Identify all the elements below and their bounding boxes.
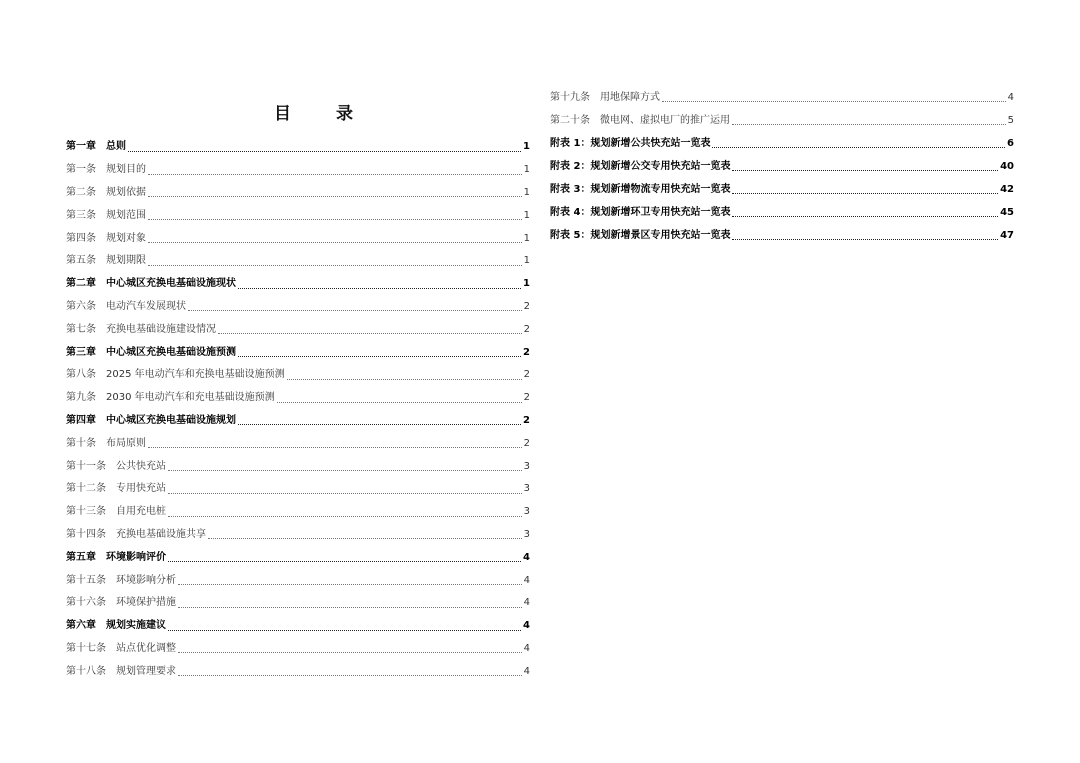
toc-entry-page-number: 4: [523, 597, 530, 609]
toc-entry-label: 第三条 规划范围: [66, 209, 146, 221]
toc-entry-page-number: 2: [523, 300, 530, 312]
toc-entry-page-number: 2: [523, 369, 530, 381]
toc-title: 目 录: [274, 104, 367, 124]
dot-leader: [148, 264, 522, 266]
dot-leader: [128, 150, 521, 152]
dot-leader: [732, 169, 998, 171]
dot-leader: [712, 146, 1005, 148]
toc-entry-label: 第十六条 环境保护措施: [66, 597, 176, 609]
toc-section-entry[interactable]: [66, 546, 530, 569]
toc-entry-page-number: 47: [1000, 229, 1014, 241]
toc-section-entry[interactable]: [66, 615, 530, 638]
toc-entry[interactable]: [66, 501, 530, 524]
toc-entry[interactable]: [66, 182, 530, 205]
toc-entry-label: 第八条 2025 年电动汽车和充换电基础设施预测: [66, 369, 285, 381]
toc-entry-page-number: 40: [1000, 160, 1014, 172]
toc-entry[interactable]: [66, 159, 530, 182]
toc-entry-label: 第三章 中心城区充换电基础设施预测: [66, 346, 236, 358]
toc-entry-label: 第十二条 专用快充站: [66, 483, 166, 495]
toc-entry-label: 第二十条 微电网、虚拟电厂的推广运用: [550, 114, 730, 126]
toc-entry-page-number: 42: [1000, 183, 1014, 195]
toc-entry-page-number: 3: [523, 506, 530, 518]
dot-leader: [168, 469, 522, 471]
toc-entry-page-number: 5: [1007, 114, 1014, 126]
toc-entry[interactable]: [66, 592, 530, 615]
toc-entry-label: 第四章 中心城区充换电基础设施规划: [66, 414, 236, 426]
toc-entry-label: 附表 1：规划新增公共快充站一览表: [550, 137, 711, 149]
dot-leader: [148, 173, 522, 175]
toc-entry-label: 第十八条 规划管理要求: [66, 665, 176, 677]
dot-leader: [168, 492, 522, 494]
dot-leader: [148, 195, 522, 197]
toc-entry-label: 附表 2：规划新增公交专用快充站一览表: [550, 160, 731, 172]
toc-entry-label: 附表 4：规划新增环卫专用快充站一览表: [550, 206, 731, 218]
toc-entry-page-number: 2: [523, 323, 530, 335]
toc-section-entry[interactable]: [550, 201, 1014, 224]
toc-entry[interactable]: [66, 455, 530, 478]
dot-leader: [168, 629, 521, 631]
toc-entry-label: 第十三条 自用充电桩: [66, 506, 166, 518]
toc-section-entry[interactable]: [66, 341, 530, 364]
dot-leader: [178, 606, 522, 608]
toc-entry-label: 第十一条 公共快充站: [66, 460, 166, 472]
toc-entry[interactable]: [66, 524, 530, 547]
toc-section-entry[interactable]: [550, 155, 1014, 178]
toc-entry-page-number: 3: [523, 483, 530, 495]
toc-entry-page-number: 1: [523, 186, 530, 198]
toc-section-entry[interactable]: [550, 224, 1014, 247]
toc-entry-page-number: 2: [523, 414, 530, 426]
toc-entry-page-number: 1: [523, 232, 530, 244]
toc-entry-page-number: 4: [523, 642, 530, 654]
toc-entry-page-number: 1: [523, 255, 530, 267]
toc-section-entry[interactable]: [550, 132, 1014, 155]
toc-entry-page-number: 1: [523, 141, 530, 153]
toc-entry-page-number: 1: [523, 209, 530, 221]
toc-entry-label: 第一条 规划目的: [66, 164, 146, 176]
toc-entry-label: 第十条 布局原则: [66, 437, 146, 449]
toc-entry[interactable]: [66, 296, 530, 319]
toc-entry-label: 第一章 总则: [66, 141, 126, 153]
toc-entry-page-number: 1: [523, 278, 530, 290]
dot-leader: [168, 560, 521, 562]
toc-entry-page-number: 4: [523, 551, 530, 563]
toc-entry-label: 第六章 规划实施建议: [66, 620, 166, 632]
toc-column-right: [550, 86, 1014, 247]
toc-entry[interactable]: [66, 569, 530, 592]
dot-leader: [188, 309, 522, 311]
toc-column-left: [66, 136, 530, 683]
toc-entry-label: 第二条 规划依据: [66, 186, 146, 198]
dot-leader: [662, 100, 1006, 102]
dot-leader: [732, 123, 1006, 125]
toc-entry-label: 第七条 充换电基础设施建设情况: [66, 323, 216, 335]
toc-entry[interactable]: [66, 478, 530, 501]
dot-leader: [148, 218, 522, 220]
toc-entry-label: 第六条 电动汽车发展现状: [66, 300, 186, 312]
dot-leader: [238, 423, 521, 425]
toc-entry-page-number: 1: [523, 164, 530, 176]
toc-entry-label: 第二章 中心城区充换电基础设施现状: [66, 278, 236, 290]
toc-entry[interactable]: [66, 204, 530, 227]
toc-entry-page-number: 2: [523, 392, 530, 404]
toc-entry[interactable]: [66, 227, 530, 250]
toc-entry-label: 第十七条 站点优化调整: [66, 642, 176, 654]
toc-entry-page-number: 45: [1000, 206, 1014, 218]
toc-entry[interactable]: [550, 109, 1014, 132]
dot-leader: [178, 674, 522, 676]
toc-section-entry[interactable]: [66, 273, 530, 296]
toc-entry-label: 第十四条 充换电基础设施共享: [66, 528, 206, 540]
dot-leader: [148, 241, 522, 243]
toc-entry-page-number: 4: [523, 574, 530, 586]
toc-entry[interactable]: [550, 86, 1014, 109]
toc-entry-page-number: 3: [523, 528, 530, 540]
toc-entry-page-number: 3: [523, 460, 530, 472]
toc-entry[interactable]: [66, 387, 530, 410]
toc-entry-page-number: 4: [523, 620, 530, 632]
toc-entry-label: 第五章 环境影响评价: [66, 551, 166, 563]
dot-leader: [732, 192, 998, 194]
toc-entry-label: 第十九条 用地保障方式: [550, 91, 660, 103]
dot-leader: [178, 651, 522, 653]
toc-entry-label: 第五条 规划期限: [66, 255, 146, 267]
toc-entry[interactable]: [66, 250, 530, 273]
dot-leader: [732, 215, 998, 217]
dot-leader: [178, 583, 522, 585]
toc-entry-page-number: 2: [523, 346, 530, 358]
dot-leader: [208, 537, 522, 539]
toc-section-entry[interactable]: [550, 178, 1014, 201]
toc-entry-label: 第十五条 环境影响分析: [66, 574, 176, 586]
toc-entry-label: 第四条 规划对象: [66, 232, 146, 244]
toc-entry[interactable]: [66, 638, 530, 661]
toc-entry[interactable]: [66, 660, 530, 683]
dot-leader: [732, 238, 998, 240]
toc-entry-label: 附表 3：规划新增物流专用快充站一览表: [550, 183, 731, 195]
toc-entry-page-number: 4: [523, 665, 530, 677]
dot-leader: [238, 355, 521, 357]
toc-entry-page-number: 6: [1007, 137, 1014, 149]
toc-entry-page-number: 2: [523, 437, 530, 449]
toc-entry[interactable]: [66, 364, 530, 387]
toc-entry-label: 附表 5：规划新增景区专用快充站一览表: [550, 229, 731, 241]
toc-entry[interactable]: [66, 318, 530, 341]
dot-leader: [277, 401, 522, 403]
toc-entry[interactable]: [66, 432, 530, 455]
dot-leader: [218, 332, 522, 334]
toc-entry-label: 第九条 2030 年电动汽车和充电基础设施预测: [66, 392, 275, 404]
toc-section-entry[interactable]: [66, 136, 530, 159]
dot-leader: [238, 287, 521, 289]
dot-leader: [168, 515, 522, 517]
toc-entry-page-number: 4: [1007, 91, 1014, 103]
toc-section-entry[interactable]: [66, 410, 530, 433]
dot-leader: [287, 378, 522, 380]
dot-leader: [148, 446, 522, 448]
